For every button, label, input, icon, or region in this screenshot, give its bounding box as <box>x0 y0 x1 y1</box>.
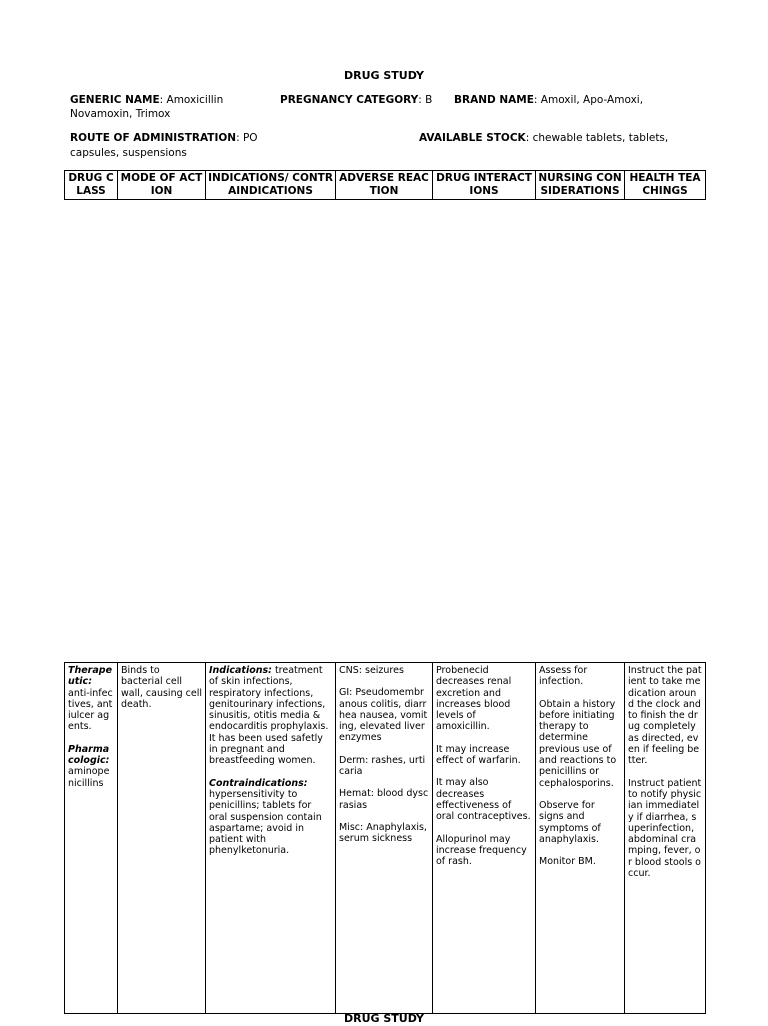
brand-name-continued: Novamoxin, Trimox <box>70 108 171 120</box>
pharmacologic-label: Pharmacologic: <box>68 743 110 767</box>
interaction-item: It may increase effect of warfarin. <box>436 743 521 767</box>
stock-continued: capsules, suspensions <box>70 147 187 159</box>
nursing-item: Observe for signs and symptoms of anaphylaxis. <box>539 799 601 845</box>
route-label: ROUTE OF ADMINISTRATION <box>70 132 237 144</box>
nursing-item: Monitor BM. <box>539 856 596 868</box>
interaction-item: Probenecid decreases renal excretion and increases blood levels of amoxicillin. <box>436 665 512 733</box>
cell-indications <box>206 663 336 1014</box>
cell-mode-of-action: Binds to bacterial cell wall, causing cell death. <box>118 663 206 1014</box>
header-table <box>64 170 706 200</box>
indications-block <box>209 665 332 767</box>
adverse-item: Hemat: blood dyscrasias <box>339 788 429 811</box>
footer-title: DRUG STUDY <box>343 1012 425 1025</box>
contraindications-text: hypersensitivity to penicillins; tablets for oral suspension contain aspartame; avoid in patient with phenylketonuria. <box>209 788 322 857</box>
pregnancy-category-value: : B <box>418 94 433 106</box>
brand-name-value: : Amoxil, Apo-Amoxi, <box>533 94 644 106</box>
adverse-item: Misc: Anaphylaxis, serum sickness <box>339 821 427 845</box>
header-row <box>65 171 706 200</box>
pregnancy-category-line <box>280 94 432 108</box>
page-title: DRUG STUDY <box>343 69 425 82</box>
generic-name-value: : Amoxicillin <box>159 94 224 106</box>
indications-text: treatment of skin infections, respiratory infections, genitourinary infections, sinusitis, otitis media & endocarditis prophylaxis. It has been used safetly in pregnant and breastfeeding women. <box>209 665 329 767</box>
generic-name-label: GENERIC NAME <box>70 94 160 106</box>
therapeutic-text: anti-infectives, antiulcer agents. <box>68 687 113 733</box>
stock-label: AVAILABLE STOCK <box>419 132 526 144</box>
route-value: : PO <box>236 132 258 144</box>
pharmacologic-text: aminopenicillins <box>68 766 110 789</box>
adverse-item: GI: Pseudomembranous colitis, diarrhea nausea, vomiting, elevated liver enzymes <box>339 687 428 744</box>
brand-name-line <box>454 94 643 108</box>
col-drug-class: DRUG CLASS <box>65 171 118 200</box>
content-table <box>64 662 706 1014</box>
contraindications-label: Contraindications: <box>209 777 308 789</box>
col-health-teachings: HEALTH TEACHINGS <box>625 171 706 200</box>
col-indications: INDICATIONS/ CONTRAINDICATIONS <box>206 171 336 200</box>
adverse-item: CNS: seizures <box>339 665 404 676</box>
route-line <box>70 132 258 146</box>
col-drug-interactions: DRUG INTERACTIONS <box>433 171 536 200</box>
interaction-item: Allopurinol may increase frequency of rash. <box>436 833 527 868</box>
col-mode-of-action: MODE OF ACTION <box>118 171 206 200</box>
teaching-item: Instruct patient to notify physician immediately if diarrhea, superinfection, abdominal cramping, fever, or blood stools occur. <box>628 777 702 880</box>
therapeutic-label: Therapeutic: <box>68 665 113 688</box>
col-nursing-considerations: NURSING CONSIDERATIONS <box>536 171 625 200</box>
interaction-item: It may also decreases effectiveness of oral contraceptives. <box>436 777 531 823</box>
cell-drug-interactions <box>433 663 536 1014</box>
nursing-item: Obtain a history before initiating therapy to determine previous use of and reactions to penicillins or cephalosporins. <box>539 698 617 789</box>
cell-drug-class <box>65 663 118 1014</box>
col-adverse-reaction: ADVERSE REACTION <box>336 171 433 200</box>
brand-name-label: BRAND NAME <box>454 94 534 106</box>
content-row <box>65 663 706 1014</box>
stock-value: : chewable tablets, tablets, <box>525 132 669 144</box>
nursing-item: Assess for infection. <box>539 665 588 688</box>
generic-name-line <box>70 94 223 108</box>
teaching-item: Instruct the patient to take medication around the clock and to finish the drug completely as directed, even if feeling better. <box>628 665 702 767</box>
pregnancy-category-label: PREGNANCY CATEGORY <box>280 94 419 106</box>
indications-label: Indications: <box>209 665 272 676</box>
cell-nursing-considerations <box>536 663 625 1014</box>
adverse-item: Derm: rashes, urticaria <box>339 754 426 778</box>
stock-line <box>419 132 668 146</box>
cell-health-teachings <box>625 663 706 1014</box>
cell-adverse-reaction <box>336 663 433 1014</box>
